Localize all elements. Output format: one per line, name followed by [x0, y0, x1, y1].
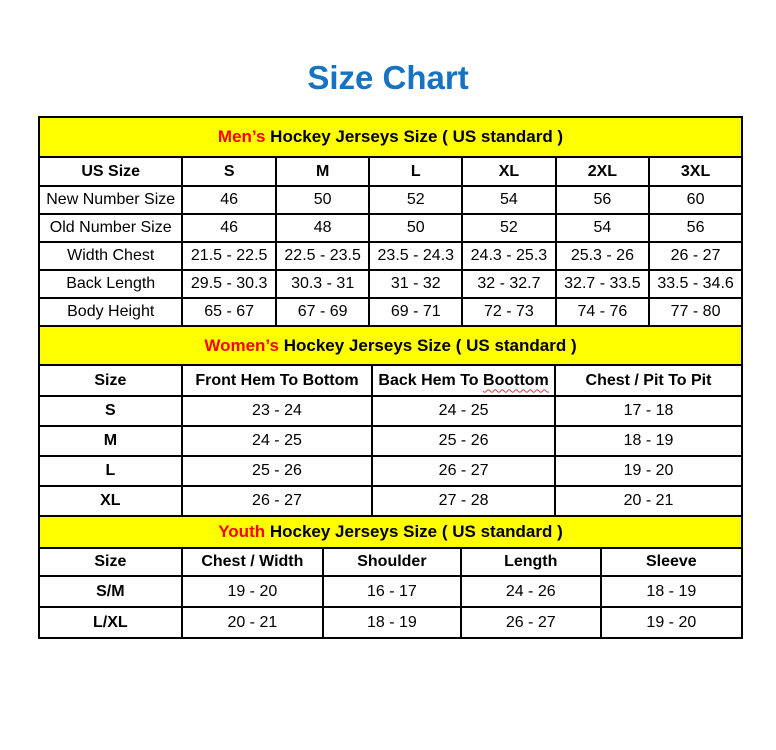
size-value: 26 - 27 [372, 456, 555, 486]
size-value: 18 - 19 [555, 426, 742, 456]
womens-size-table [38, 325, 743, 517]
size-tables-container [38, 116, 743, 639]
size-value: 74 - 76 [556, 298, 649, 326]
row-label: Back Length [39, 270, 182, 298]
size-value: 23.5 - 24.3 [369, 242, 462, 270]
column-header: M [276, 157, 369, 186]
row-label: Body Height [39, 298, 182, 326]
size-value: 21.5 - 22.5 [182, 242, 275, 270]
mens-row [39, 298, 742, 326]
size-value: 69 - 71 [369, 298, 462, 326]
size-value: 18 - 19 [323, 607, 461, 638]
column-header: Back Hem To Boottom [372, 365, 555, 396]
size-value: 60 [649, 186, 742, 214]
mens-banner-title-text: Hockey Jerseys Size ( US standard ) [265, 127, 564, 146]
size-value: 22.5 - 23.5 [276, 242, 369, 270]
size-value: 46 [182, 214, 275, 242]
size-value: 17 - 18 [555, 396, 742, 426]
misspelled-word: Boottom [483, 371, 549, 389]
row-label: New Number Size [39, 186, 182, 214]
size-value: 25.3 - 26 [556, 242, 649, 270]
size-value: 77 - 80 [649, 298, 742, 326]
size-value: 23 - 24 [182, 396, 373, 426]
size-value: 24 - 25 [182, 426, 373, 456]
size-value: 67 - 69 [276, 298, 369, 326]
size-value: 54 [556, 214, 649, 242]
column-header: 3XL [649, 157, 742, 186]
size-value: 24.3 - 25.3 [462, 242, 555, 270]
column-header: Sleeve [601, 548, 742, 576]
size-value: 50 [369, 214, 462, 242]
size-value: 26 - 27 [182, 486, 373, 516]
size-value: 52 [462, 214, 555, 242]
youth-row [39, 607, 742, 638]
size-value: 26 - 27 [649, 242, 742, 270]
mens-row [39, 242, 742, 270]
row-label: S [39, 396, 182, 426]
column-header: Length [461, 548, 601, 576]
size-value: 52 [369, 186, 462, 214]
size-chart-page [0, 58, 776, 750]
size-value: 54 [462, 186, 555, 214]
size-value: 25 - 26 [372, 426, 555, 456]
size-value: 56 [556, 186, 649, 214]
column-header: Size [39, 365, 182, 396]
womens-row [39, 456, 742, 486]
womens-banner [39, 326, 742, 365]
mens-row [39, 214, 742, 242]
size-value: 46 [182, 186, 275, 214]
column-header: Chest / Pit To Pit [555, 365, 742, 396]
size-value: 65 - 67 [182, 298, 275, 326]
column-header: Shoulder [323, 548, 461, 576]
row-label: Old Number Size [39, 214, 182, 242]
row-label: XL [39, 486, 182, 516]
mens-banner-accent-text: Men’s [217, 127, 266, 146]
column-header: US Size [39, 157, 182, 186]
size-value: 29.5 - 30.3 [182, 270, 275, 298]
column-header: XL [462, 157, 555, 186]
size-value: 50 [276, 186, 369, 214]
mens-row [39, 186, 742, 214]
mens-size-table [38, 116, 743, 327]
column-header: L [369, 157, 462, 186]
womens-header-row [39, 365, 742, 396]
youth-banner-title-text: Hockey Jerseys Size ( US standard ) [265, 522, 563, 541]
size-value: 16 - 17 [323, 576, 461, 607]
mens-banner-row [39, 117, 742, 157]
womens-row [39, 396, 742, 426]
size-value: 20 - 21 [182, 607, 323, 638]
womens-banner-accent-text: Women’s [204, 335, 279, 355]
page-title: Size Chart [307, 59, 469, 96]
size-value: 27 - 28 [372, 486, 555, 516]
youth-size-table [38, 515, 743, 639]
womens-banner-row [39, 326, 742, 365]
row-label: M [39, 426, 182, 456]
size-value: 56 [649, 214, 742, 242]
size-value: 19 - 20 [182, 576, 323, 607]
size-value: 19 - 20 [555, 456, 742, 486]
row-label: L/XL [39, 607, 182, 638]
youth-row [39, 576, 742, 607]
mens-header-row [39, 157, 742, 186]
womens-banner-title-text: Hockey Jerseys Size ( US standard ) [278, 335, 577, 355]
mens-row [39, 270, 742, 298]
size-value: 24 - 25 [372, 396, 555, 426]
womens-row [39, 486, 742, 516]
row-label: S/M [39, 576, 182, 607]
column-header: 2XL [556, 157, 649, 186]
size-value: 33.5 - 34.6 [649, 270, 742, 298]
size-value: 26 - 27 [461, 607, 601, 638]
row-label: Width Chest [39, 242, 182, 270]
size-value: 48 [276, 214, 369, 242]
womens-row [39, 426, 742, 456]
size-value: 19 - 20 [601, 607, 742, 638]
column-header: Chest / Width [182, 548, 323, 576]
size-value: 32.7 - 33.5 [556, 270, 649, 298]
column-header: Size [39, 548, 182, 576]
youth-banner-row [39, 516, 742, 548]
size-value: 31 - 32 [369, 270, 462, 298]
youth-banner-accent-text: Youth [218, 522, 266, 541]
size-value: 18 - 19 [601, 576, 742, 607]
size-value: 20 - 21 [555, 486, 742, 516]
size-value: 30.3 - 31 [276, 270, 369, 298]
size-value: 24 - 26 [461, 576, 601, 607]
column-header: S [182, 157, 275, 186]
column-header: Front Hem To Bottom [182, 365, 373, 396]
row-label: L [39, 456, 182, 486]
youth-banner [39, 516, 742, 548]
size-value: 32 - 32.7 [462, 270, 555, 298]
size-value: 25 - 26 [182, 456, 373, 486]
size-value: 72 - 73 [462, 298, 555, 326]
youth-header-row [39, 548, 742, 576]
mens-banner [39, 117, 742, 157]
